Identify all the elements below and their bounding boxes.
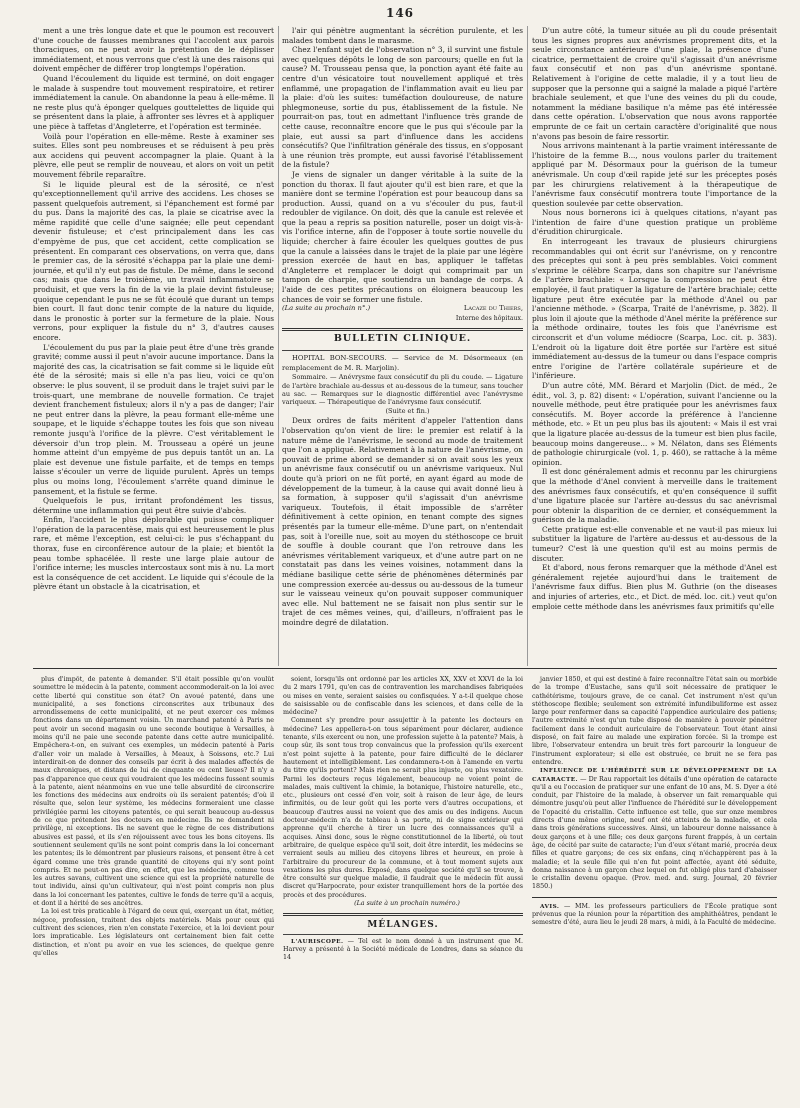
paragraph: l'air qui pénètre augmentant la sécrétion purulente, et les malades tombent dans le marasme. [282, 26, 523, 45]
section-divider [283, 934, 523, 935]
paragraph: Quelquefois le pus, irritant profondément les tissus, détermine une inflammation qui peut être suivie d'abcès. [33, 496, 274, 515]
author-role: Interne des hôpitaux. [455, 314, 523, 322]
feuilleton-divider [33, 668, 777, 669]
column-divider [527, 26, 528, 666]
paragraph: Chez l'enfant sujet de l'observation n° 3, il survint une fistule avec quelques dépôts le long de son parcours; quelle en fut la cause? M. Trousseau pensa que, la ponction ayant été faite au centre d'un vésicatoire tout nouvellement appliqué et très enflammé, une propagation de l'inflammation avait eu lieu par la plaie: d'où les suites: tuméfaction douloureuse, de nature phlegmoneuse, sortie du pus, établissement de la fistule. Ne pourrait-on pas, tout en admettant l'influence très grande de cette cause, reconnaître encore que le pus qui s'écoule par la plaie, eut aussi sa part d'influence dans les accidens consécutifs? Que l'infiltration générale des tissus, en s'opposant à une réunion très prompte, eut aussi favorisé l'établissement de la fistule? [282, 45, 523, 170]
item-label: L'AURISCOPE. [291, 938, 344, 945]
paragraph: Deux ordres de faits méritent d'appeler l'attention dans l'observation qu'on vient de lire: le premier est relatif à la nature même de l'anévrisme, le second au mode de traitement que l'on a appliqué. Relativement à la nature de l'anévrisme, on pouvait de prime abord se demander si on avait sous les yeux un anévrisme faux consécutif ou un anévrisme variqueux. Nul doute qu'à priori on ne fût porté, en ayant égard au mode de développement de la tumeur, à la cause qui avait donné lieu à sa formation, à supposer qu'il s'agissait d'un anévrisme variqueux. Toutefois, il était impossible de s'arrêter définitivement à cette opinion, en tenant compte des signes présentés par la tumeur elle-même. D'une part, on n'entendait pas, soit à l'oreille nue, soit au moyen du stéthoscope ce bruit de souffle à double courant que l'on retrouve dans les anévrismes véritablement variqueux, et d'une autre part on ne constatait pas dans les veines voisines, notamment dans la médiane basilique cette série de phénomènes déterminés par une compression exercée au-dessus ou au-dessous de la tumeur sur le vaisseau veineux qu'on pouvait supposer communiquer avec elle. Nul battement ne se faisait non plus sentir sur le trajet de ces mêmes veines, qui, d'ailleurs, n'offraient pas le moindre degré de dilatation. [282, 416, 523, 627]
paragraph: Quand l'écoulement du liquide est terminé, on doit engager le malade à suspendre tout mouvement respiratoire, et retirer immédiatement la canule. On abandonne la peau à elle-même. Il ne reste plus qu'à éponger quelques gouttelettes de liquide qui se présentent dans la plaie, à affronter ses lèvres et à appliquer une pièce à taffetas d'Angleterre, et l'opération est terminée. [33, 73, 274, 131]
paragraph: Si le liquide pleural est de la sérosité, ce n'est qu'exceptionnellement qu'il arrive des accidens. Les choses se passent quelquefois autrement, si l'épanchement est formé par du pus. Dans la majorité des cas, la plaie se cicatrise avec la même rapidité que celle d'une saignée; elle peut cependant devenir fistuleuse; et c'est principalement dans les cas d'empyème de pus, que cet accident, cette complication se présentent. En comparant ces observations, on verra que, dans le premier cas, de la sérosité s'échappa par la plaie une demi-journée, et qu'il n'y eut pas de fistule. De même, dans le second cas; mais que dans le troisième, un travail inflammatoire se produisit, et que vers la fin de la vie la plaie devint fistuleuse; quoique cependant le pus ne se fût écoulé que durant un temps bien court. Il faut donc tenir compte de la nature du liquide, dans le pronostic à porter sur la fermeture de la plaie. Nous verrons, pour expliquer la fistule du n° 3, d'autres causes encore. [33, 179, 274, 342]
item-text: — Tel est le nom donné à un instrument que M. Harvey a présenté à la Société médicale de Londres, dans sa séance du 14 [283, 937, 523, 962]
paragraph: ment a une très longue date et que le poumon est recouvert d'une couche de fausses membranes qui l'accolent aux parois thoraciques, on ne peut avoir la prétention de le déplisser immédiatement, et nous verrons que c'est là une des raisons qui doivent empêcher de différer trop longtemps l'opération. [33, 26, 274, 74]
paragraph: Cette pratique est-elle convenable et ne vaut-il pas mieux lui substituer la ligature de l'artère au-dessus et au-dessous de la tumeur? C'est là une question qu'il est au moins permis de discuter. [532, 524, 777, 563]
section-divider [532, 897, 777, 898]
paragraph [283, 938, 523, 963]
paragraph: La loi est très praticable à l'égard de ceux qui, exerçant un état, métier, négoce, profession, traitent des objets matériels. Mais pour ceux qui cultivent des sciences, rien n'en constate l'exercice, et la loi devient pour lors impraticable. Les législateurs ont certainement bien fait cette distinction, et n'ont pu avoir en vue les sciences, de quelque genre qu'elles [33, 908, 274, 957]
article-column-2 [282, 26, 523, 666]
paragraph: Nous arrivons maintenant à la partie vraiment intéressante de l'histoire de la femme B..., nous voulons parler du traitement appliqué par M. Désormaux pour la guérison de la tumeur anévrismale. Un coup d'œil rapide jeté sur les préceptes posés par les chirurgiens relativement à la thérapeutique de l'anévrisme faux consécutif montrera toute l'importance de la question soulevée par cette observation. [532, 141, 777, 208]
paragraph: Je viens de signaler un danger véritable à la suite de la ponction du thorax. Il faut ajouter qu'il est bien rare, et que la manière dont se termine l'opération est pour beaucoup dans sa production. Aussi, quand on a vu s'écouler du pus, faut-il redoubler de vigilance. On doit, dès que la canule est relevée et que la peau a repris sa position naturelle, poser un doigt vis-à-vis l'orifice interne, afin de l'opposer à toute sortie nouvelle du liquide; chercher à faire écouler les quelques gouttes de pus que la canule a laissées dans le trajet de la plaie par une légère pression exercée de haut en bas, appliquer le taffetas d'Angleterre et remplacer le doigt qui comprimait par un tampon de charpie, que soutiendra un bandage de corps. A l'aide de ces petites précautions on éloignera beaucoup les chances de voir se former une fistule. [282, 169, 523, 304]
paragraph: D'un autre côté, MM. Bérard et Marjolin (Dict. de méd., 2e édit., vol. 3, p. 82) disent: « L'opération, suivant l'ancienne ou la nouvelle méthode, peut être pratiquée pour les anévrismes faux consécutifs. M. Boyer accorde la préférence à l'ancienne méthode, etc. » Et un peu plus bas ils ajoutent: « Mais il est vrai que la ligature placée au-dessus de la tumeur est bien plus facile, beaucoup moins dangereuse... » M. Nélaton, dans ses Éléments de pathologie chirurgicale (vol. 1, p. 460), se rattache à la même opinion. [532, 380, 777, 467]
paragraph: En interrogeant les travaux de plusieurs chirurgiens recommandables qui ont écrit sur l'anévrisme, on y rencontre des préceptes qui sont à peu près semblables. Voici comment s'exprime le célèbre Scarpa, dans son chapitre sur l'anévrisme de l'artère brachiale: « Lorsque la compression ne peut être employée, il faut pratiquer la ligature de l'artère brachiale; cette ligature peut être exécutée par la méthode d'Anel ou par l'ancienne méthode. » (Scarpa, Traité de l'anévrisme, p. 382). Il plus loin il ajoute que la méthode d'Anel mérite la préférence sur la méthode ordinaire, toutes les fois que l'anévrisme est circonscrit et d'un volume médiocre (Scarpa, Loc. cit. p. 383). L'endroit où la ligature doit être portée sur l'artère est situé immédiatement au-dessus de la tumeur ou dans l'espace compris entre l'origine de l'artère collatérale supérieure et de l'inférieure. [532, 237, 777, 381]
paragraph [532, 767, 777, 891]
page-number: 146 [385, 6, 415, 20]
section-divider [282, 350, 523, 351]
suite-note: (Suite et fin.) [385, 406, 430, 415]
signature-block [282, 304, 523, 323]
paragraph: Nous nous bornerons ici à quelques citations, n'ayant pas l'intention de faire d'une question pratique un problème d'érudition chirurgicale. [532, 208, 777, 237]
paragraph: Comment s'y prendre pour assujettir à la patente les docteurs en médecine? Les appellera-t-on tous séparément pour déclarer, audience tenante, s'ils exercent ou non, une profession sujette à la patente? Mais, à coup sûr, ils sont tous trop convaincus que la profession qu'ils exercent n'est point sujette à la patente, pour faire difficulté de le déclarer hautement et intelligiblement. Les condamnera-t-on à l'amende en vertu du titre qu'ils portent? Mais rien ne serait plus injuste, ou plus vexatoire. Parmi les docteurs reçus légalement, beaucoup ne voient point de malades, mais cultivent la chimie, la botanique, l'histoire naturelle, etc., etc., plusieurs ont cessé d'en voir, soit à raison de leur âge, de leurs infirmités, ou de leur goût qui les porte vers d'autres occupations, et beaucoup d'autres aussi ne voient que des amis ou des indigens. Aucun docteur-médecin n'a de tableau à sa porte, ni de signe extérieur qui apprenne qu'il cherche à tirer un lucre des connaissances qu'il a acquises. Ainsi donc, sous le règne constitutionnel de la liberté, où tout arbitraire, de quelque espèce qu'il soit, doit être interdit, les médecins se verraient seuls au milieu des citoyens libres et heureux, en proie à l'arbitraire du procureur de la commune, et à tout moment sujets aux vexations les plus dures. Exposé, dans quelque société qu'il se trouve, à être consulté sur quelque maladie, il faudrait que le médecin fût aussi discret qu'Harpocrate, pour exister tranquillement hors de la portée des procès et des procédures. [283, 717, 523, 899]
continuation-note: (La suite au prochain n°.) [282, 304, 371, 313]
item-label: AVIS. [540, 903, 560, 910]
section-title: BULLETIN CLINIQUE. [333, 333, 472, 345]
item-label: INFLUENCE DE L'HÉRÉDITÉ SUR LE DÉVELOPPEMENT DE LA CATARACTE. [532, 768, 777, 783]
feuilleton-column-3 [532, 676, 777, 1096]
feuilleton-column-2 [283, 676, 523, 1096]
section-divider [283, 913, 523, 916]
section-title: MÉLANGES. [367, 920, 439, 931]
paragraph: L'écoulement du pus par la plaie peut être d'une très grande gravité; comme aussi il peut n'avoir aucune importance. Dans la majorité des cas, la cicatrisation se fait comme si le liquide eût été de la sérosité; mais si elle n'a pas lieu, voici ce qu'on observe: le plus souvent, il se produit dans le trajet suivi par le trois-quart, une membrane de nouvelle formation. Ce trajet devient franchement fistuleux; alors il n'y a pas de danger; l'air ne peut entrer dans la plèvre, la peau formant elle-même une soupape, et le liquide s'échappe toutes les fois que son niveau remonte jusqu'à l'orifice de la plèvre. C'est véritablement le déversoir d'un trop plein. M. Trousseau a opéré un jeune homme atteint d'un empyème de pus depuis tantôt un an. La plaie est devenue une fistule parfaite, et de temps en temps laisse s'écouler un verre de liquide purulent. Après un temps plus ou moins long, l'écoulement s'arrête quand diminue le pansement, et la fistule se ferme. [33, 342, 274, 496]
section-divider [282, 328, 523, 331]
paragraph: plus d'impôt, de patente à demander. S'il était possible qu'on voulût soumettre le médecin à la patente, comment accommoderait-on la loi avec cette liberté qui constitue son état? On avoué patenté, dans une municipalité, a ses fonctions circonscrites aux tribunaux des arrondissemens de cette municipalité, et ne peut exercer ces mêmes fonctions dans un département voisin. Un marchand patenté à Paris ne peut avoir un second magasin ou une seconde boutique à Versailles, à moins qu'il ne paie une seconde patente dans cette autre municipalité. Empêchera-t-on, en suivant ces exemples, un médecin patenté à Paris d'aller voir un malade à Versailles, à Meaux, à Soissons, etc.? Lui interdirait-on de donner des conseils par écrit à des malades affectés de maux chroniques, et distans de lui de cinquante ou cent lieues? Il n'y a pas d'apparence que ceux qui voudraient que les médecins fussent soumis à la patente, aient néanmoins en vue une telle absurdité de circonscrire les fonctions des médecins aux endroits où ils seraient patentés; d'où il résulte que, selon leur système, les médecins formeraient une classe privilégiée parmi les citoyens patentés, ce qui serait beaucoup au-dessus de ce que prétendent les docteurs en médecine. Ils ne demandent ni privilège, ni exceptions. Ils ne savent que le règne de ces distributions abusives est passé, et ils s'en réjouissent avec tous les bons citoyens. Ils soutiennent seulement qu'ils ne sont point compris dans la loi concernant les patentes; ils le démontrent par plusieurs raisons, et pensent être à cet égard comme une très grande quantité de citoyens qui n'y sont point compris. Et ne peut-on pas dire, en effet, que les médecins, comme tous les autres savans, cultivent une science qui est la propriété naturelle de tout individu, ainsi qu'un cultivateur, qui n'est point compris non plus dans la loi concernant les patentes, cultive le fonds de terre qu'il a acquis, et dont il a hérité de ses ancêtres. [33, 676, 274, 908]
paragraph: Il est donc généralement admis et reconnu par les chirurgiens que la méthode d'Anel convient à merveille dans le traitement des anévrismes faux consécutifs, et qu'en conséquence il suffit d'une ligature placée sur l'artère au-dessus du sac anévrismal pour obtenir la disparition de ce dernier, et conséquemment la guérison de la maladie. [532, 467, 777, 525]
paragraph: janvier 1850, et qui est destiné à faire reconnaître l'état sain ou morbide de la trompe d'Eustache, sans qu'il soit nécessaire de pratiquer le cathétérisme, toujours grave, de ce canal. Cet instrument n'est qu'un stéthoscope flexible; seulement son extrémité infundibuliforme est assez large pour renfermer dans sa capacité l'appendice auriculaire des patiens; l'autre extrémité n'est qu'un tube disposé de manière à pouvoir pénétrer facilement dans le conduit auriculaire de l'observateur. Tout étant ainsi disposé, on fait faire au malade une expiration forcée. Si la trompe est libre, l'observateur entendra un bruit très fort parcourir la longueur de l'instrument explorateur; si elle est obstruée, ce bruit ne se fera pas entendre. [532, 676, 777, 766]
item-text: — Dr Rau rapportait les détails d'une opération de cataracte qu'il a eu l'occasion de pratiquer sur une enfant de 10 ans, M. S. Dyer a été conduit, par l'histoire de la malade, à observer un fait remarquable qui démontre jusqu'où peut aller l'influence de l'hérédité sur le développement de l'opacité du cristallin. Cette influence est telle, que sur onze membres directs d'une même origine, neuf ont été atteints de la maladie, et cela dans trois générations successives. Ainsi, un laboureur donne naissance à deux garçons et à une fille; ces deux garçons furent frappés, à un certain âge, de cécité par suite de cataracte; l'un d'eux s'étant marié, procréa deux filles et quatre garçons; de ces six enfans, cinq n'échappèrent pas à la maladie; et la seule fille qui n'en fut point affectée, ayant été séduite, donna naissance à un garçon chez lequel on fut obligé plus tard d'abaisser le cristallin devenu opaque. (Prov. med. and. surg. Journal, 20 février 1850.) [532, 775, 777, 891]
continuation-note: (La suite à un prochain numéro.) [354, 900, 460, 908]
author-block [456, 304, 523, 323]
paragraph [532, 903, 777, 928]
article-column-3 [532, 26, 777, 666]
paragraph: D'un autre côté, la tumeur située au pli du coude présentait tous les signes propres aux anévrismes proprement dits, et la seule circonstance antérieure d'une plaie, la présence d'une cicatrice, permettaient de croire qu'il s'agissait d'un anévrisme faux consécutif et non pas d'un anévrisme spontané. Relativement à l'origine de cette maladie, il y a tout lieu de supposer que la personne qui a saigné la malade a piqué l'artère brachiale seulement, et que l'une des veines du pli du coude, notamment la médiane basilique n'a même pas été intéressée dans cette opération. L'observation que nous avons rapportée emprunte de ce fait un certain caractère d'originalité que nous n'avons pas besoin de faire ressortir. [532, 26, 777, 141]
article-column-1 [33, 26, 274, 666]
feuilleton-column-1 [33, 676, 274, 1096]
paragraph: soient, lorsqu'ils ont ordonné par les articles XX, XXV et XXVI de la loi du 2 mars 1791, qu'en cas de contravention les marchandises fabriquées ou mises en vente, seraient saisies ou confisquées. Y a-t-il quelque chose de saisissable ou de confiscable dans les sciences, et dans celle de la médecine? [283, 676, 523, 717]
item-text: — MM. les professeurs particuliers de l'École pratique sont prévenus que la réunion pour la répartition des amphithéâtres, pendant le semestre d'été, aura lieu le jeudi 28 mars, à midi, à la Faculté de médecine. [532, 902, 777, 927]
paragraph: Enfin, l'accident le plus déplorable qui puisse compliquer l'opération de la paracentèse, mais qui est heureusement le plus rare, et même l'exception, est celui-ci: le pus s'échappant du thorax, fuse en circonférence autour de la plaie; et bientôt la peau tombe sphacélée. Il reste une large plaie autour de l'orifice interne; les muscles intercostaux sont mis à nu. La mort est la conséquence de cet accident. Le liquide qui s'écoule de la plèvre étant un obstacle à la cicatrisation, et [33, 515, 274, 592]
hospital-line: HOPITAL BON-SECOURS. — Service de M. Désormeaux (en remplacement de M. R. Marjolin). [282, 354, 523, 372]
paragraph: Et d'abord, nous ferons remarquer que la méthode d'Anel est généralement rejetée aujourd'hui dans le traitement de l'anévrisme faux diffus. Bien plus M. Guthrie (on the diseases and injuries of arteries, etc., et Dict. de méd. loc. cit.) veut qu'on emploie cette méthode dans les anévrismes faux primitifs qu'elle [532, 563, 777, 611]
paragraph: Voilà pour l'opération en elle-même. Reste à examiner ses suites. Elles sont peu nombreuses et se réduisent à peu près aux accidens qui peuvent accompagner la plaie. Quant à la plèvre, elle peut se remplir de nouveau, et alors on voit un petit mouvement fébrile reparaître. [33, 131, 274, 179]
summary: Sommaire. — Anévrysme faux consécutif du pli du coude. — Ligature de l'artère brachiale au-dessus et au-dessous de la tumeur, sans toucher au sac. — Remarques sur le diagnostic différentiel avec l'anévrysme variqueux. — Thérapeutique de l'anévrysme faux consécutif. [282, 373, 523, 407]
column-divider [278, 26, 279, 666]
author-name: Lacaze du Thiers, [463, 304, 523, 313]
